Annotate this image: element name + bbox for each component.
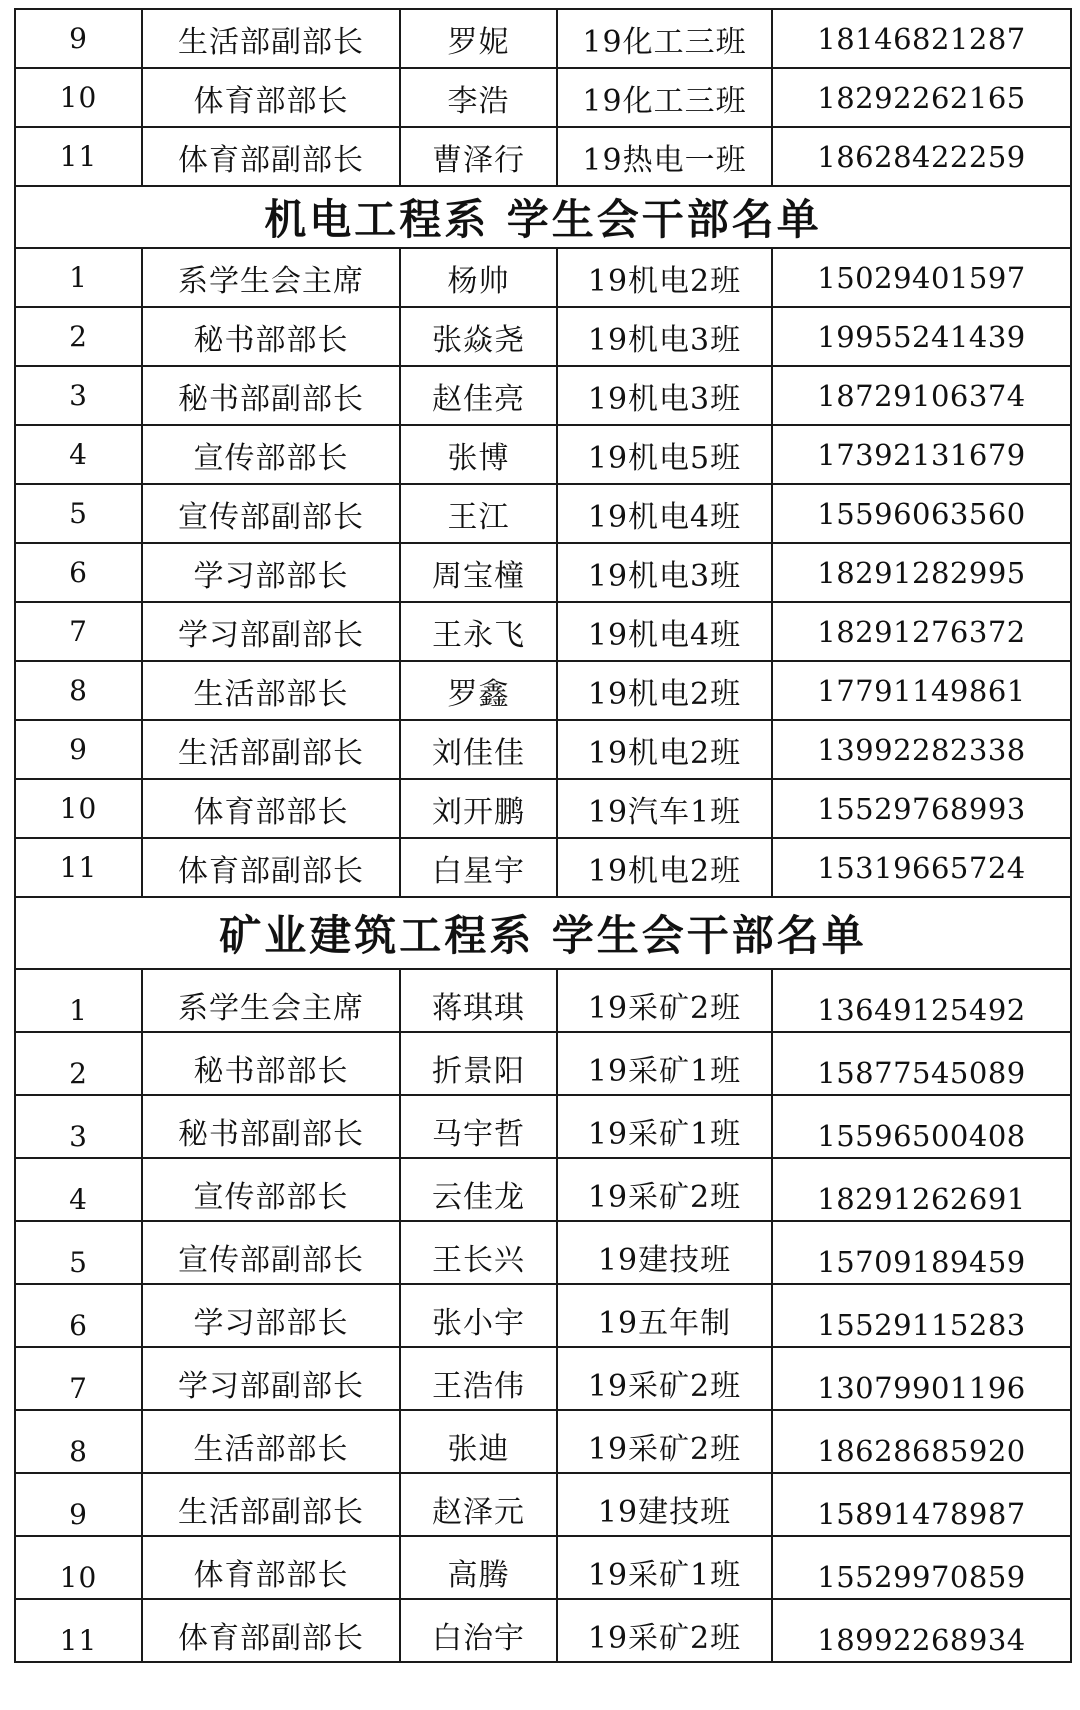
phone-cell: 15596500408 <box>772 1095 1071 1158</box>
phone-cell: 15319665724 <box>772 838 1071 897</box>
serial-number-cell: 7 <box>15 602 142 661</box>
name-cell: 王江 <box>400 484 557 543</box>
section-title-row <box>15 186 1071 248</box>
serial-number-cell: 4 <box>15 425 142 484</box>
cadre-roster-table <box>14 8 1072 1663</box>
serial-number-cell: 6 <box>15 543 142 602</box>
position-cell: 生活部部长 <box>142 1410 400 1473</box>
class-cell: 19建技班 <box>557 1221 772 1284</box>
table-row <box>15 9 1071 68</box>
serial-number-cell: 11 <box>15 127 142 186</box>
table-row <box>15 1473 1071 1536</box>
name-cell: 高腾 <box>400 1536 557 1599</box>
phone-cell: 13992282338 <box>772 720 1071 779</box>
position-cell: 体育部副部长 <box>142 1599 400 1662</box>
class-cell: 19机电4班 <box>557 484 772 543</box>
position-cell: 体育部副部长 <box>142 127 400 186</box>
table-row <box>15 1158 1071 1221</box>
serial-number-cell: 9 <box>15 9 142 68</box>
serial-number-cell: 11 <box>15 1599 142 1662</box>
name-cell: 罗妮 <box>400 9 557 68</box>
class-cell: 19采矿2班 <box>557 969 772 1032</box>
position-cell: 秘书部副部长 <box>142 1095 400 1158</box>
table-row <box>15 1410 1071 1473</box>
serial-number-cell: 11 <box>15 838 142 897</box>
phone-cell: 18729106374 <box>772 366 1071 425</box>
table-row <box>15 366 1071 425</box>
serial-number-cell: 3 <box>15 1095 142 1158</box>
serial-number-cell: 5 <box>15 1221 142 1284</box>
position-cell: 学习部副部长 <box>142 602 400 661</box>
class-cell: 19采矿1班 <box>557 1095 772 1158</box>
class-cell: 19机电3班 <box>557 366 772 425</box>
table-row <box>15 779 1071 838</box>
class-cell: 19采矿2班 <box>557 1410 772 1473</box>
phone-cell: 18628685920 <box>772 1410 1071 1473</box>
name-cell: 马宇哲 <box>400 1095 557 1158</box>
serial-number-cell: 5 <box>15 484 142 543</box>
position-cell: 体育部部长 <box>142 1536 400 1599</box>
table-row <box>15 68 1071 127</box>
position-cell: 生活部部长 <box>142 661 400 720</box>
class-cell: 19机电2班 <box>557 248 772 307</box>
class-cell: 19采矿1班 <box>557 1536 772 1599</box>
phone-cell: 13649125492 <box>772 969 1071 1032</box>
name-cell: 张迪 <box>400 1410 557 1473</box>
section-title-row <box>15 897 1071 969</box>
name-cell: 罗鑫 <box>400 661 557 720</box>
position-cell: 体育部副部长 <box>142 838 400 897</box>
serial-number-cell: 9 <box>15 720 142 779</box>
position-cell: 宣传部部长 <box>142 425 400 484</box>
phone-cell: 15877545089 <box>772 1032 1071 1095</box>
table-row <box>15 425 1071 484</box>
table-row <box>15 969 1071 1032</box>
phone-cell: 15529970859 <box>772 1536 1071 1599</box>
class-cell: 19五年制 <box>557 1284 772 1347</box>
serial-number-cell: 10 <box>15 68 142 127</box>
class-cell: 19机电2班 <box>557 661 772 720</box>
serial-number-cell: 6 <box>15 1284 142 1347</box>
class-cell: 19建技班 <box>557 1473 772 1536</box>
class-cell: 19热电一班 <box>557 127 772 186</box>
name-cell: 刘佳佳 <box>400 720 557 779</box>
class-cell: 19化工三班 <box>557 9 772 68</box>
class-cell: 19机电4班 <box>557 602 772 661</box>
table-row <box>15 248 1071 307</box>
phone-cell: 18291276372 <box>772 602 1071 661</box>
table-row <box>15 1347 1071 1410</box>
table-row <box>15 1284 1071 1347</box>
name-cell: 王长兴 <box>400 1221 557 1284</box>
name-cell: 杨帅 <box>400 248 557 307</box>
table-row <box>15 1599 1071 1662</box>
class-cell: 19汽车1班 <box>557 779 772 838</box>
phone-cell: 17392131679 <box>772 425 1071 484</box>
position-cell: 系学生会主席 <box>142 969 400 1032</box>
table-row <box>15 1221 1071 1284</box>
serial-number-cell: 2 <box>15 1032 142 1095</box>
serial-number-cell: 8 <box>15 661 142 720</box>
name-cell: 张小宇 <box>400 1284 557 1347</box>
phone-cell: 18292262165 <box>772 68 1071 127</box>
phone-cell: 13079901196 <box>772 1347 1071 1410</box>
table-row <box>15 307 1071 366</box>
table-row <box>15 1095 1071 1158</box>
phone-cell: 18992268934 <box>772 1599 1071 1662</box>
phone-cell: 15529115283 <box>772 1284 1071 1347</box>
table-row <box>15 1536 1071 1599</box>
class-cell: 19采矿1班 <box>557 1032 772 1095</box>
table-row <box>15 720 1071 779</box>
position-cell: 秘书部部长 <box>142 1032 400 1095</box>
phone-cell: 18146821287 <box>772 9 1071 68</box>
section-title: 机电工程系 学生会干部名单 <box>15 186 1071 248</box>
class-cell: 19机电2班 <box>557 720 772 779</box>
class-cell: 19机电5班 <box>557 425 772 484</box>
position-cell: 宣传部副部长 <box>142 484 400 543</box>
name-cell: 周宝橦 <box>400 543 557 602</box>
name-cell: 折景阳 <box>400 1032 557 1095</box>
serial-number-cell: 9 <box>15 1473 142 1536</box>
position-cell: 生活部副部长 <box>142 720 400 779</box>
class-cell: 19采矿2班 <box>557 1599 772 1662</box>
table-row <box>15 543 1071 602</box>
position-cell: 学习部副部长 <box>142 1347 400 1410</box>
name-cell: 刘开鹏 <box>400 779 557 838</box>
table-row <box>15 484 1071 543</box>
name-cell: 蒋琪琪 <box>400 969 557 1032</box>
serial-number-cell: 8 <box>15 1410 142 1473</box>
serial-number-cell: 10 <box>15 779 142 838</box>
name-cell: 张焱尧 <box>400 307 557 366</box>
table-row <box>15 127 1071 186</box>
position-cell: 学习部部长 <box>142 1284 400 1347</box>
class-cell: 19化工三班 <box>557 68 772 127</box>
serial-number-cell: 4 <box>15 1158 142 1221</box>
table-row <box>15 602 1071 661</box>
name-cell: 白星宇 <box>400 838 557 897</box>
phone-cell: 15029401597 <box>772 248 1071 307</box>
name-cell: 王浩伟 <box>400 1347 557 1410</box>
name-cell: 赵泽元 <box>400 1473 557 1536</box>
class-cell: 19采矿2班 <box>557 1158 772 1221</box>
table-row <box>15 661 1071 720</box>
phone-cell: 15709189459 <box>772 1221 1071 1284</box>
position-cell: 体育部部长 <box>142 68 400 127</box>
class-cell: 19机电2班 <box>557 838 772 897</box>
serial-number-cell: 2 <box>15 307 142 366</box>
phone-cell: 15529768993 <box>772 779 1071 838</box>
phone-cell: 18291262691 <box>772 1158 1071 1221</box>
class-cell: 19机电3班 <box>557 307 772 366</box>
section-title: 矿业建筑工程系 学生会干部名单 <box>15 897 1071 969</box>
position-cell: 生活部副部长 <box>142 9 400 68</box>
position-cell: 系学生会主席 <box>142 248 400 307</box>
position-cell: 秘书部部长 <box>142 307 400 366</box>
position-cell: 宣传部副部长 <box>142 1221 400 1284</box>
table-row <box>15 1032 1071 1095</box>
serial-number-cell: 1 <box>15 969 142 1032</box>
phone-cell: 19955241439 <box>772 307 1071 366</box>
class-cell: 19采矿2班 <box>557 1347 772 1410</box>
position-cell: 秘书部副部长 <box>142 366 400 425</box>
name-cell: 曹泽行 <box>400 127 557 186</box>
phone-cell: 18291282995 <box>772 543 1071 602</box>
roster-body <box>15 9 1071 1662</box>
serial-number-cell: 1 <box>15 248 142 307</box>
name-cell: 李浩 <box>400 68 557 127</box>
phone-cell: 15891478987 <box>772 1473 1071 1536</box>
position-cell: 学习部部长 <box>142 543 400 602</box>
position-cell: 生活部副部长 <box>142 1473 400 1536</box>
name-cell: 白治宇 <box>400 1599 557 1662</box>
name-cell: 云佳龙 <box>400 1158 557 1221</box>
position-cell: 体育部部长 <box>142 779 400 838</box>
position-cell: 宣传部部长 <box>142 1158 400 1221</box>
phone-cell: 18628422259 <box>772 127 1071 186</box>
table-row <box>15 838 1071 897</box>
phone-cell: 15596063560 <box>772 484 1071 543</box>
serial-number-cell: 3 <box>15 366 142 425</box>
serial-number-cell: 7 <box>15 1347 142 1410</box>
class-cell: 19机电3班 <box>557 543 772 602</box>
phone-cell: 17791149861 <box>772 661 1071 720</box>
name-cell: 赵佳亮 <box>400 366 557 425</box>
serial-number-cell: 10 <box>15 1536 142 1599</box>
name-cell: 王永飞 <box>400 602 557 661</box>
name-cell: 张博 <box>400 425 557 484</box>
